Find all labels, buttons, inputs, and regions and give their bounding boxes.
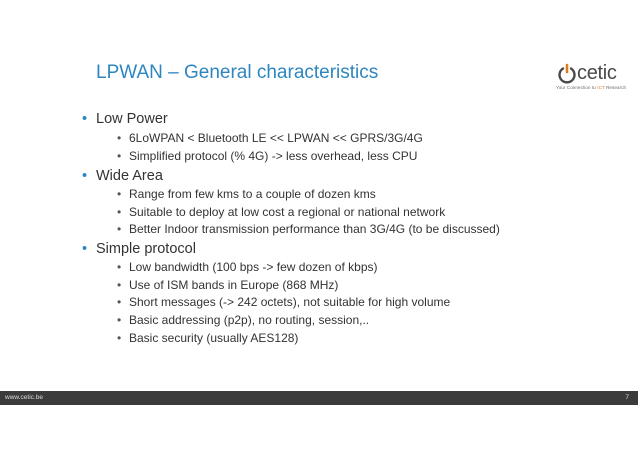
logo-tagline-ict: ICT [597,85,605,90]
footer-bar [0,391,638,405]
sub-bullet [117,187,376,201]
bullet-glyph: • [117,313,122,327]
sub-bullet-text: Basic security (usually AES128) [129,331,299,345]
bullet-label: Wide Area [96,168,163,184]
bullet-glyph: • [117,222,122,236]
sub-bullet-text: Simplified protocol (% 4G) -> less overhead, less CPU [129,149,418,163]
bullet-glyph: • [117,295,122,309]
bullet-glyph: • [82,111,88,127]
page-number: 7 [625,394,629,401]
sub-bullet-text: Low bandwidth (100 bps -> few dozen of kbps) [129,260,378,274]
slide-title: LPWAN – General characteristics [96,62,379,83]
sub-bullet-text: Suitable to deploy at low cost a regional or national network [129,205,446,219]
power-icon [556,63,578,85]
bullet-glyph: • [82,168,88,184]
sub-bullet [117,295,450,309]
logo-tagline-suffix: Research [604,85,627,90]
bullet-glyph: • [117,278,122,292]
bullet-glyph: • [117,205,122,219]
bullet-glyph: • [117,149,122,163]
bullet-label: Low Power [96,111,168,127]
sub-bullet-text: 6LoWPAN < Bluetooth LE << LPWAN << GPRS/3G/4G [129,131,423,145]
bullet-glyph: • [117,260,122,274]
bullet-glyph: • [117,131,122,145]
sub-bullet-text: Range from few kms to a couple of dozen kms [129,187,376,201]
sub-bullet [117,278,338,292]
bullet-wide-area [82,168,163,184]
sub-bullet-text: Basic addressing (p2p), no routing, session,.. [129,313,370,327]
cetic-logo [556,61,626,91]
footer-url: www.cetic.be [5,394,43,401]
sub-bullet [117,205,445,219]
sub-bullet [117,260,377,274]
sub-bullet [117,131,423,145]
bullet-glyph: • [82,241,88,257]
sub-bullet [117,222,500,236]
sub-bullet-text: Better Indoor transmission performance than 3G/4G (to be discussed) [129,222,500,236]
bullet-label: Simple protocol [96,241,196,257]
sub-bullet [117,313,369,327]
sub-bullet-text: Use of ISM bands in Europe (868 MHz) [129,278,339,292]
bullet-glyph: • [117,187,122,201]
bullet-simple-protocol [82,241,196,257]
bullet-glyph: • [117,331,122,345]
logo-wordmark: cetic [577,62,617,84]
sub-bullet [117,149,417,163]
sub-bullet-text: Short messages (-> 242 octets), not suitable for high volume [129,295,451,309]
bullet-low-power [82,111,168,127]
logo-tagline-prefix: Your Connection to [556,85,598,90]
logo-tagline [556,85,626,90]
sub-bullet [117,331,298,345]
